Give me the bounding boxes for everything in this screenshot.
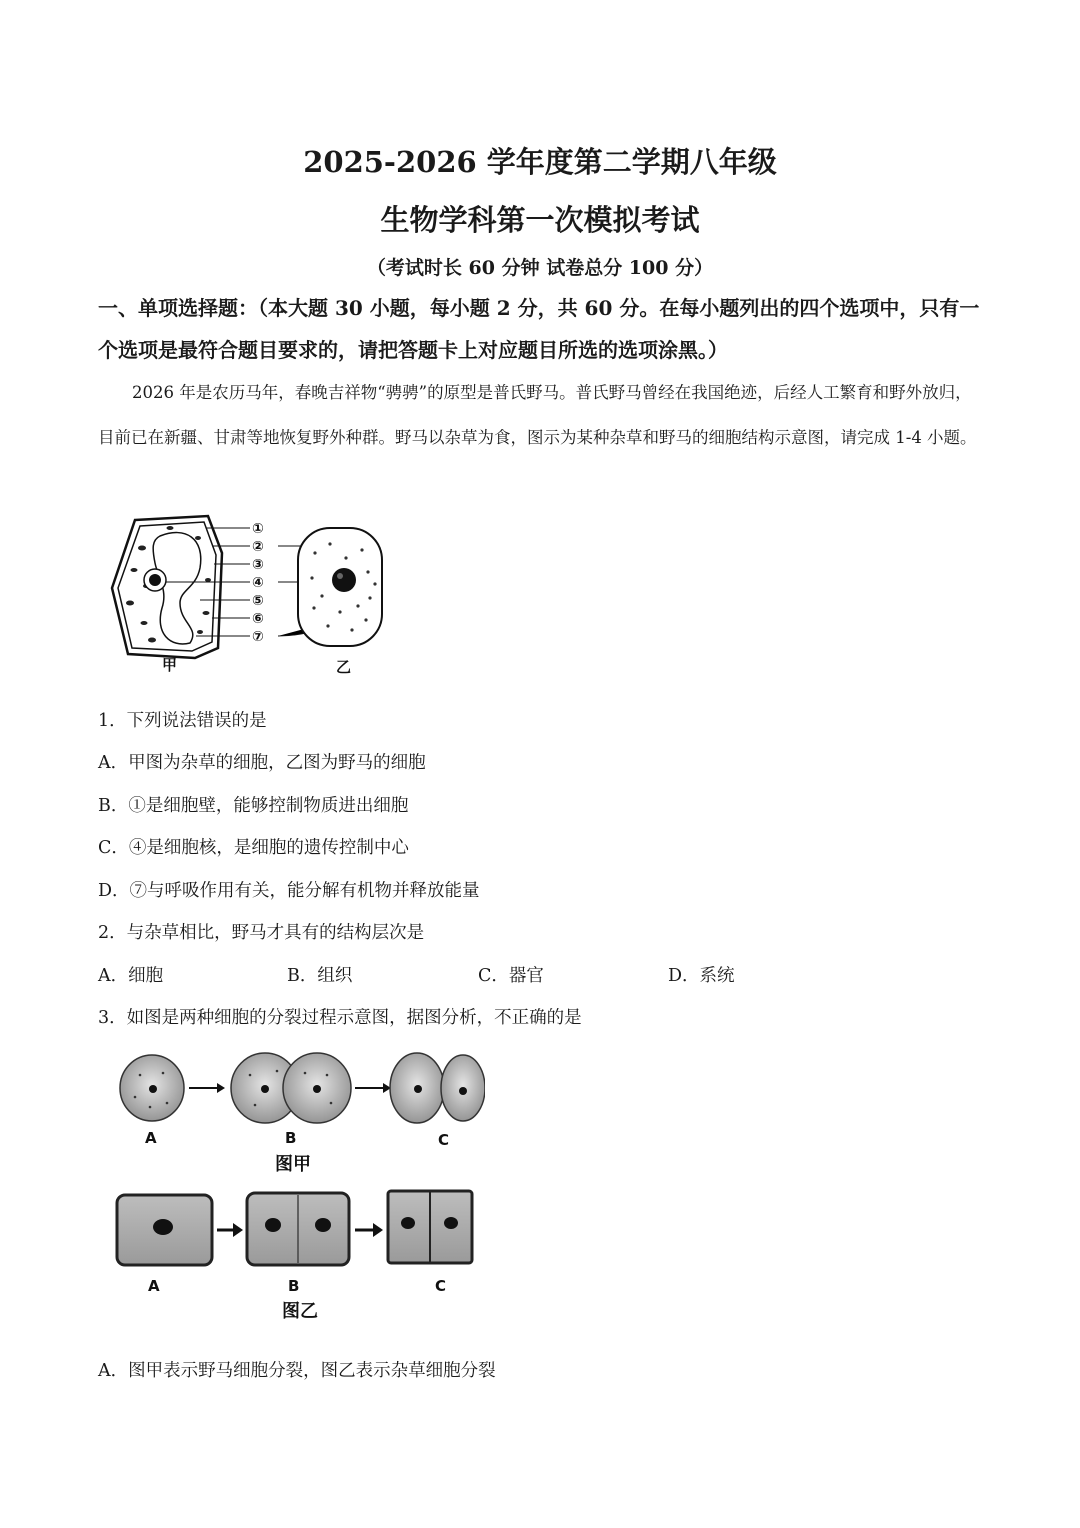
fig-a-bottom-label: A — [148, 1277, 160, 1295]
fig-b-top-label: B — [285, 1129, 297, 1147]
question-1-option-b: B．①是细胞壁，能够控制物质进出细胞 — [98, 796, 409, 816]
question-1-option-c: C．④是细胞核，是细胞的遗传控制中心 — [98, 838, 409, 858]
marker-6: ⑥ — [252, 611, 264, 627]
question-2-option-b: B．组织 — [287, 966, 353, 986]
question-1-option-a: A．甲图为杂草的细胞，乙图为野马的细胞 — [98, 753, 426, 773]
marker-1: ① — [252, 521, 264, 537]
question-2-option-d: D．系统 — [668, 966, 735, 986]
question-2-option-c: C．器官 — [478, 966, 544, 986]
exam-title-line2: 生物学科第一次模拟考试 — [380, 203, 700, 237]
exam-title-line1: 2025-2026 学年度第二学期八年级 — [303, 145, 777, 179]
question-2-stem: 2．与杂草相比，野马才具有的结构层次是 — [98, 923, 425, 943]
fig-c-top-label: C — [438, 1131, 450, 1149]
fig-yi-caption: 图乙 — [282, 1301, 318, 1322]
section-heading: 一、单项选择题：（本大题 30 小题，每小题 2 分，共 60 分。在每小题列出的四个选项中，只有一个选项是最符合题目要求的，请把答题卡上对应题目所选的选项涂黑。） — [98, 296, 980, 362]
fig-c-bottom-label: C — [435, 1277, 447, 1295]
fig-jia-caption: 图甲 — [275, 1154, 311, 1175]
label-plant-cell: 甲 — [162, 656, 178, 674]
marker-3: ③ — [252, 557, 264, 573]
marker-2: ② — [252, 539, 264, 555]
question-1-stem: 1．下列说法错误的是 — [98, 711, 267, 731]
question-1-option-d: D．⑦与呼吸作用有关，能分解有机物并释放能量 — [98, 881, 480, 901]
cell-division-figure — [105, 1045, 485, 1330]
marker-4: ④ — [252, 575, 264, 591]
fig-b-bottom-label: B — [288, 1277, 300, 1295]
marker-5: ⑤ — [252, 593, 264, 609]
fig-a-top-label: A — [145, 1129, 157, 1147]
label-animal-cell: 乙 — [336, 658, 352, 676]
marker-7: ⑦ — [252, 629, 264, 645]
reading-passage: 2026 年是农历马年，春晚吉祥物“骋骋”的原型是普氏野马。普氏野马曾经在我国绝迹，后经人工繁育和野外放归，目前已在新疆、甘肃等地恢复野外种群。野马以杂草为食，图示为某种杂草和野马的细胞结构示意图，请完成 1-4 小题。 — [98, 383, 977, 447]
question-3-option-a: A．图甲表示野马细胞分裂，图乙表示杂草细胞分裂 — [98, 1361, 496, 1381]
question-3-stem: 3．如图是两种细胞的分裂过程示意图，据图分析，不正确的是 — [98, 1008, 582, 1028]
question-2-option-a: A．细胞 — [98, 966, 164, 986]
exam-info: （考试时长 60 分钟 试卷总分 100 分） — [366, 257, 714, 279]
cell-structure-figure — [100, 508, 400, 683]
